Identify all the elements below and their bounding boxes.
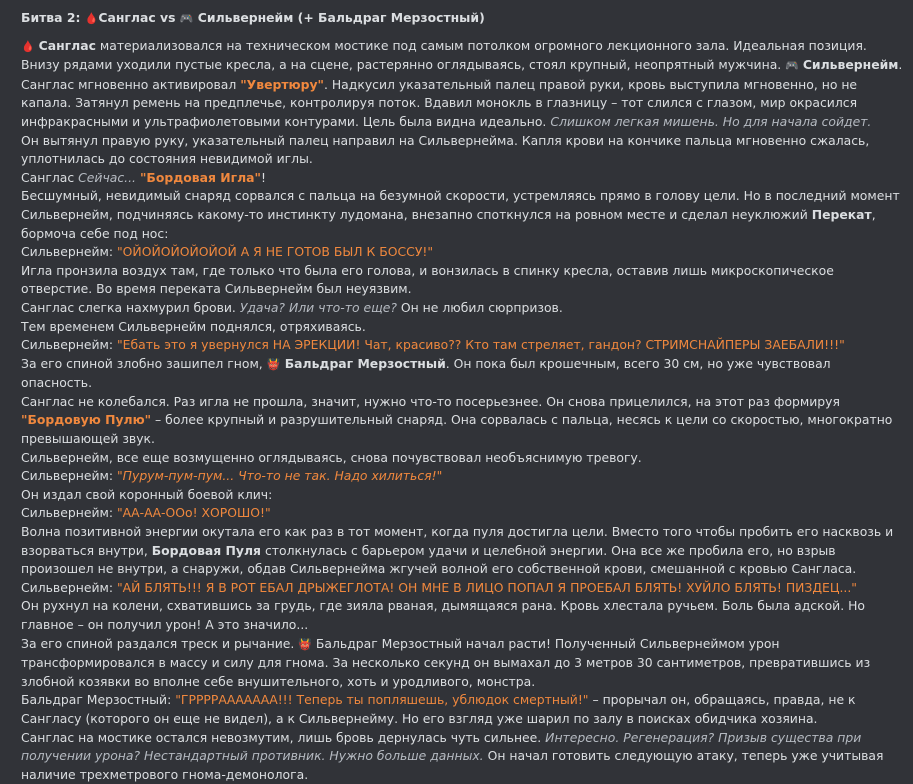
paragraph: Игла пронзила воздух там, где только что была его голова, и вонзилась в спинку кресла, оставив лишь микроскопическое отверстие. Во время переката Сильвернейм был неуязвим. <box>21 262 834 297</box>
dialogue-line <box>21 504 903 523</box>
narration: Санглас слегка нахмурил брови. <box>21 299 240 315</box>
narration: За его спиной раздался треск и рычание. <box>21 635 299 651</box>
paragraph: Он издал свой коронный боевой клич: <box>21 486 273 502</box>
narration: – более крупный и разрушительный снаряд. Она сорвалась с пальца, несясь к цели со скоростью, многократно превышающей звук. <box>21 412 893 447</box>
skill-name: "Увертюру" <box>240 76 324 92</box>
narration: Санглас мгновенно активировал <box>21 76 241 92</box>
character-name: Бальдраг Мерзостный <box>280 355 446 371</box>
narration: Санглас на мостике остался невозмутим, лишь бровь дернулась чуть сильнее. <box>21 729 546 745</box>
blood-drop-icon: 🩸 <box>84 12 99 25</box>
blood-drop-icon: 🩸 <box>21 39 35 53</box>
quote: "Ебать это я увернулся НА ЭРЕКЦИИ! Чат, красиво?? Кто там стреляет, гандон? СТРИМСНАЙПЕРЫ ЗАЕБАЛИ!!!" <box>116 337 845 353</box>
paragraph <box>21 355 903 393</box>
paragraph <box>21 37 903 76</box>
inner-thought: Удача? Или что-то еще? <box>239 299 397 315</box>
skill-name: "Бордовая Игла" <box>139 169 261 185</box>
skill-name: "Бордовую Пулю" <box>21 412 152 428</box>
narration: Бесшумный, невидимый снаряд сорвался с пальца на безумной скорости, устремляясь прямо в голову цели. Но в последний момент Сильвернейм, подчиняясь какому-то инстинкту лудомана, внезапно споткнулся на ровном месте и сделал неуклюжий <box>21 188 900 222</box>
quote: "АЙ БЛЯТЬ!!! Я В РОТ ЕБАЛ ДРЫЖЕГЛОТА! ОН МНЕ В ЛИЦО ПОПАЛ Я ПРОЕБАЛ БЛЯТЬ! ХУЙЛО БЛЯТЬ! ПИЗДЕЦ..." <box>116 579 857 595</box>
quote: "Пурум-пум-пум... Что-то не так. Надо хилиться!" <box>116 468 443 484</box>
quote: "ГРРРРААААААА!!! Теперь ты попляшешь, ублюдок смертный!" <box>175 692 589 708</box>
speaker: Сильвернейм: <box>21 244 117 260</box>
paragraph <box>21 393 903 449</box>
speaker: Сильвернейм: <box>21 337 117 353</box>
narration: Санглас не колебался. Раз игла не прошла, значит, нужно что-то посерьезнее. Он снова прицелился, на этот раз формируя <box>21 393 840 409</box>
dialogue-line <box>21 579 903 598</box>
skill-name: Перекат <box>811 206 872 222</box>
quote: "ОЙОЙОЙОЙОЙОЙ А Я НЕ ГОТОВ БЫЛ К БОССУ!" <box>116 244 434 260</box>
dialogue-line <box>21 467 903 486</box>
narration: Волна позитивной энергии окутала его как раз в тот момент, когда пуля достигла цели. Вместо того чтобы пробить его насквозь и взорваться внутри, <box>21 524 894 558</box>
narration: столкнулась с барьером удачи и целебной энергии. Она все же пробила его, но взрыв произошел не внутри, а снаружи, обдав Сильвернейма жгучей волной его собственной крови, смешанной с кровью Сангласа. <box>21 542 857 577</box>
narration: За его спиной злобно зашипел гном, <box>21 355 267 371</box>
gamepad-icon: 🎮 <box>179 12 194 25</box>
narration: Санглас <box>21 169 79 185</box>
narration: материализовался на техническом мостике под самым потолком огромного лекционного зала. Идеальная позиция. Внизу рядами уходили пустые кресла, а на сцене, растерянно оглядываясь, стоял крупный, неопрятный мужчина. <box>21 37 867 73</box>
paragraph <box>21 729 903 784</box>
speaker: Сильвернейм: <box>21 468 117 484</box>
skill-name: Бордовая Пуля <box>151 542 262 558</box>
demon-icon: 👹 <box>298 637 312 651</box>
inner-thought: Интересно. Регенерация? Призыв существа при получении урона? Нестандартный противник. Нужно больше данных. <box>21 729 862 764</box>
speaker: Сильвернейм: <box>21 505 117 521</box>
gamepad-icon: 🎮 <box>785 59 799 73</box>
demon-icon: 👹 <box>266 357 281 371</box>
paragraph <box>21 523 903 579</box>
inner-thought: Сейчас... <box>78 169 136 185</box>
inner-thought: Слишком легкая мишень. Но для начала сойдет. <box>550 113 872 129</box>
paragraph <box>21 635 903 692</box>
speaker: Сильвернейм: <box>21 579 117 595</box>
narration: , бормоча себе под нос: <box>21 206 876 241</box>
narration: Он начал готовить следующую атаку, теперь уже учитывая наличие трехметрового гнома-демонолога. <box>21 748 884 782</box>
paragraph: Тем временем Сильвернейм поднялся, отряхиваясь. <box>21 318 366 334</box>
narration: – прорычал он, обращаясь, правда, не к Сангласу (которого он еще не видел), а к Сильвернейму. Но его взгляд уже шарил по залу в поисках обидчика хозяина. <box>21 692 856 726</box>
dialogue-line <box>21 243 903 262</box>
narration: . <box>898 57 903 73</box>
character-name: Сильвернейм <box>802 57 899 73</box>
battle-title <box>21 9 903 29</box>
narration: Он не любил сюрпризов. <box>396 299 563 315</box>
paragraph: Он рухнул на колени, схватившись за грудь, где зияла рваная, дымящаяся рана. Кровь хлестала ручьем. Боль была адской. Но главное – он получил урон! А это значило... <box>21 598 865 632</box>
speaker: Бальдраг Мерзостный: <box>21 692 176 708</box>
paragraph <box>21 76 903 132</box>
narration: . Он пока был крошечным, всего 30 см, но уже чувствовал опасность. <box>21 355 831 391</box>
narration: Бальдраг Мерзостный начал расти! Полученный Сильвернеймом урон трансформировался в массу и силу для гнома. За несколько секунд он вымахал до 3 метров 30 сантиметров, превратившись из злобной козявки во вполне себе внушительного, хоть и уродливого, монстра. <box>21 635 871 689</box>
dialogue-line <box>21 691 903 728</box>
paragraph <box>21 169 903 188</box>
character-name: Санглас <box>38 37 96 53</box>
title-sanglas: Санглас vs <box>98 10 180 25</box>
paragraph: Сильвернейм, все еще возмущенно оглядываясь, снова почувствовал необъяснимую тревогу. <box>21 449 642 465</box>
paragraph: Он вытянул правую руку, указательный палец направил на Сильвернейма. Капля крови на кончике пальца мгновенно сжалась, уплотнилась до состояния невидимой иглы. <box>21 132 870 167</box>
paragraph <box>21 187 903 243</box>
quote: "АА-АА-ООо! ХОРОШО!" <box>116 505 271 521</box>
title-silvername: Сильвернейм (+ Бальдраг Мерзостный) <box>193 10 485 25</box>
title-prefix: Битва 2: <box>21 10 85 25</box>
narration: ! <box>260 169 266 185</box>
narration: . Надкусил указательный палец правой руки, кровь выступила мгновенно, но не капала. Затянул ремень на предплечье, контролируя поток. Вдавил монокль в глазницу – тот слился с глазом, мир окрасился инфракрасными и ультрафиолетовыми контурами. Цель была видна идеально. <box>21 76 858 129</box>
paragraph <box>21 299 903 318</box>
dialogue-line <box>21 336 903 355</box>
